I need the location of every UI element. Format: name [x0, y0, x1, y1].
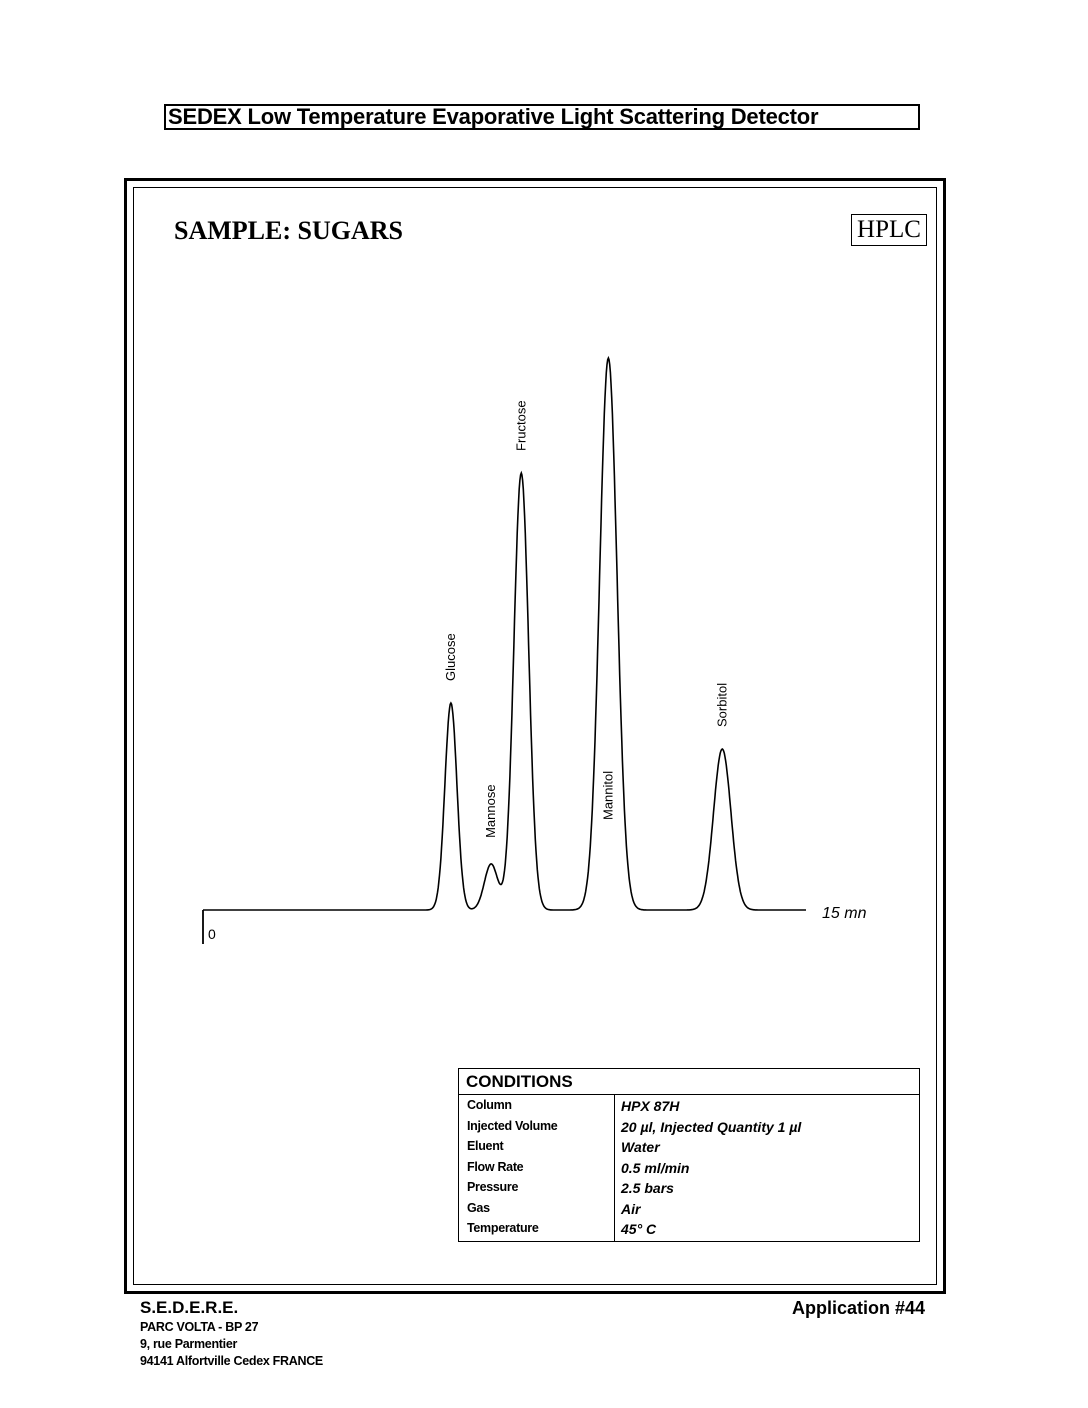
hplc-badge: HPLC: [851, 214, 927, 246]
condition-label: Gas: [467, 1200, 490, 1215]
condition-label: Column: [467, 1098, 512, 1112]
peak-label-mannose: Mannose: [483, 784, 499, 838]
conditions-table: [458, 1068, 920, 1242]
peak-label-sorbitol: Sorbitol: [714, 682, 730, 727]
condition-value: 0.5 ml/min: [621, 1159, 690, 1176]
condition-row: [459, 1139, 919, 1159]
condition-label: Temperature: [467, 1221, 539, 1235]
chromatogram-trace: [203, 358, 806, 910]
condition-value: 20 µl, Injected Quantity 1 µl: [621, 1118, 802, 1135]
document-title: SEDEX Low Temperature Evaporative Light Scattering Detector: [164, 104, 920, 130]
condition-row: [459, 1221, 919, 1241]
condition-value: Air: [621, 1200, 641, 1217]
condition-row: [459, 1201, 919, 1221]
condition-row: [459, 1119, 919, 1139]
condition-row: [459, 1180, 919, 1200]
peak-label-mannitol: Mannitol: [600, 770, 616, 820]
x-tick-end: 15 mn: [822, 905, 867, 922]
address-line: PARC VOLTA - BP 27: [140, 1320, 259, 1334]
condition-value: Water: [621, 1139, 660, 1155]
sample-title: SAMPLE: SUGARS: [174, 216, 403, 245]
condition-label: Injected Volume: [467, 1118, 558, 1133]
conditions-heading: CONDITIONS: [459, 1069, 919, 1095]
address-line: 9, rue Parmentier: [140, 1337, 238, 1351]
condition-label: Flow Rate: [467, 1159, 524, 1174]
condition-value: 45° C: [621, 1221, 657, 1237]
x-tick-start: 0: [208, 926, 216, 942]
condition-row: [459, 1098, 919, 1118]
address-line: 94141 Alfortville Cedex FRANCE: [140, 1354, 323, 1368]
condition-label: Eluent: [467, 1139, 504, 1153]
company-name: S.E.D.E.R.E.: [140, 1298, 239, 1317]
peak-label-glucose: Glucose: [442, 633, 458, 681]
condition-value: 2.5 bars: [621, 1180, 674, 1196]
condition-value: HPX 87H: [621, 1098, 680, 1114]
application-number: Application #44: [792, 1298, 926, 1318]
peak-label-fructose: Fructose: [513, 400, 529, 451]
condition-label: Pressure: [467, 1180, 519, 1194]
condition-row: [459, 1160, 919, 1180]
